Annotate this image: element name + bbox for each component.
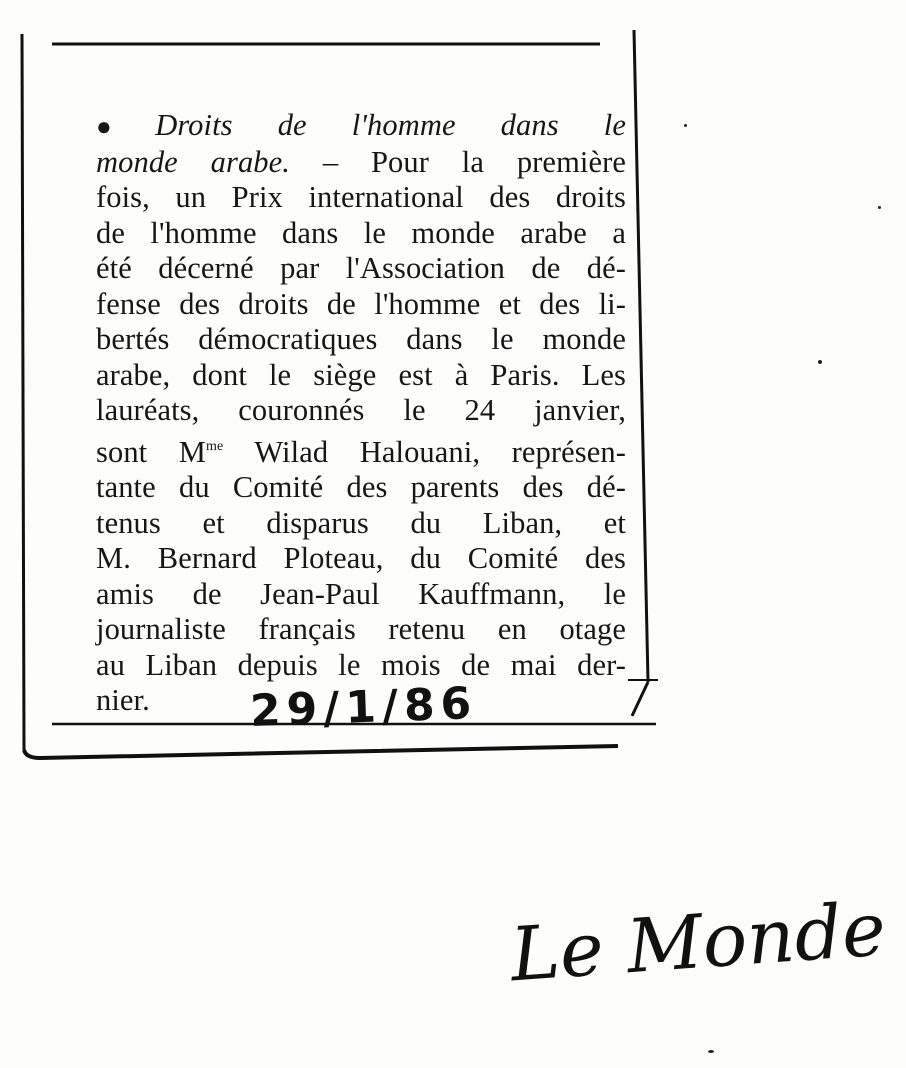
headline-line-2: monde arabe. xyxy=(96,144,291,179)
article-text xyxy=(96,108,626,719)
article-line: nier. xyxy=(96,683,150,717)
article-line: bertés démocratiques dans le monde xyxy=(96,322,626,356)
scan-speck xyxy=(818,360,822,364)
article-line: tante du Comité des parents des dé- xyxy=(96,470,626,504)
newspaper-clipping xyxy=(22,30,650,752)
article-line: M. Bernard Ploteau, du Comité des xyxy=(96,541,626,575)
scan-speck xyxy=(708,1050,714,1053)
bullet-icon: ● xyxy=(96,112,150,141)
article-line: arabe, dont le siège est à Paris. Les xyxy=(96,357,626,392)
article-line: sont $M^{me}$ Wilad Halouani, représen- xyxy=(96,434,626,469)
article-line: au Liban depuis le mois de mai der- xyxy=(96,647,626,682)
article-line: amis de Jean-Paul Kauffmann, le xyxy=(96,576,626,611)
signature-text: Le Monde xyxy=(507,886,889,999)
scan-speck xyxy=(878,206,881,209)
article-line: fois, un Prix international des droits xyxy=(96,180,626,214)
article-line: de l'homme dans le monde arabe a xyxy=(96,215,626,250)
scan-speck xyxy=(684,124,687,127)
article-line: été décerné par l'Association de dé- xyxy=(96,251,626,285)
article-line: lauréats, couronnés le 24 janvier, xyxy=(96,393,626,427)
article-line: monde arabe. – Pour la première xyxy=(96,144,627,179)
handwritten-date: 29/1/86 xyxy=(249,678,479,737)
headline-line-1: ● Droits de l'homme dans le xyxy=(96,108,626,142)
le-monde-signature xyxy=(500,870,889,1000)
article-line: fense des droits de l'homme et des li- xyxy=(96,286,626,321)
article-line: tenus et disparus du Liban, et xyxy=(96,505,626,540)
article-line: journaliste français retenu en otage xyxy=(96,612,626,646)
